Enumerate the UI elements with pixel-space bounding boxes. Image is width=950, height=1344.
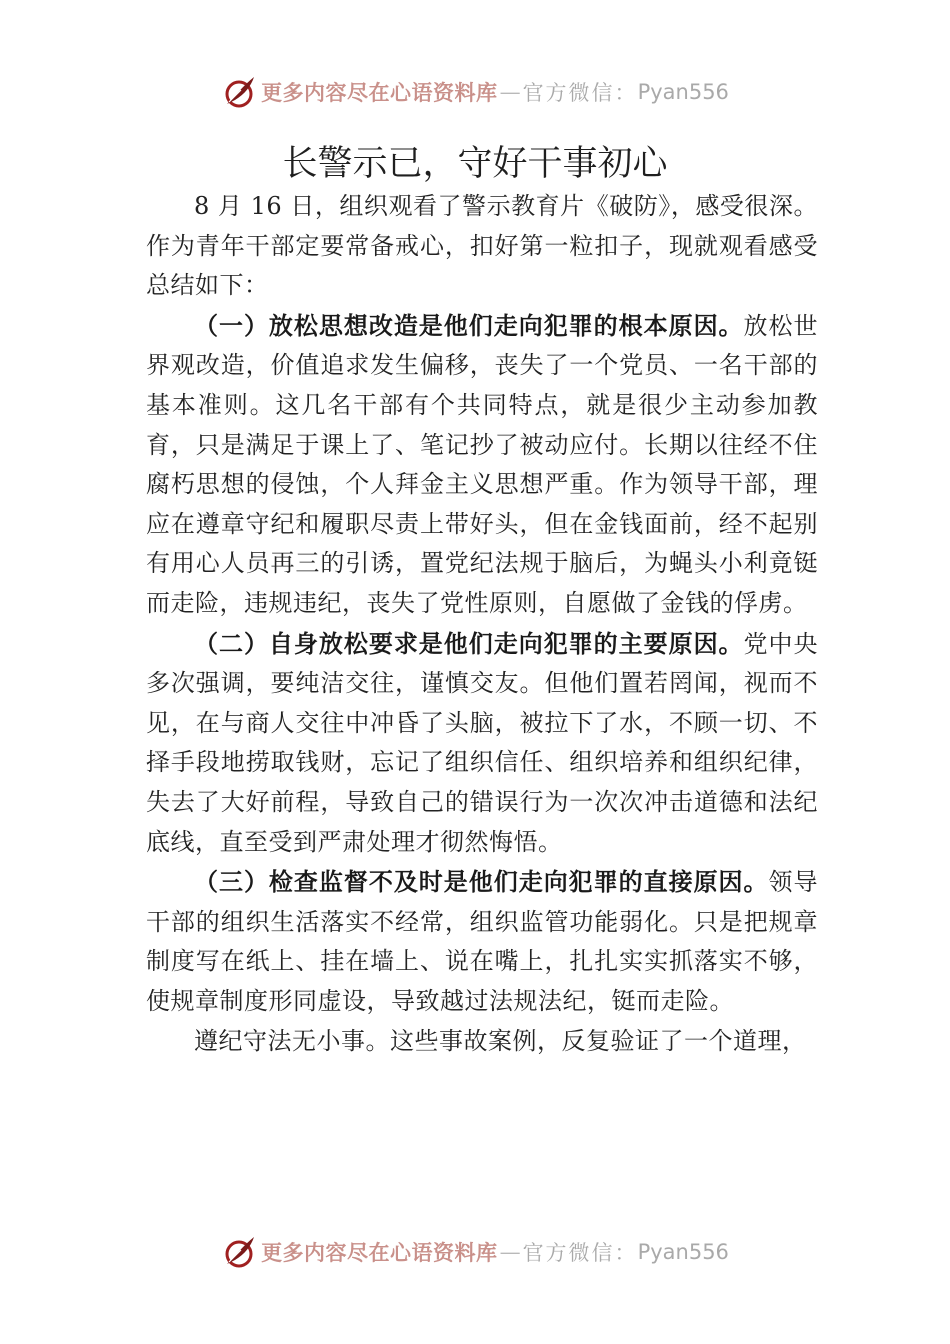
document-title: 长警示已，守好干事初心 bbox=[282, 144, 668, 184]
watermark-wechat-label: 官方微信： bbox=[522, 1241, 638, 1265]
body-paragraph bbox=[146, 862, 818, 1021]
body-paragraph bbox=[146, 186, 818, 306]
body-paragraph bbox=[146, 624, 818, 863]
body-paragraph bbox=[146, 306, 818, 624]
footer-watermark bbox=[0, 1232, 950, 1272]
body-paragraph bbox=[146, 1021, 818, 1062]
watermark-text: 更多内容尽在心语资料库 bbox=[261, 1240, 498, 1265]
watermark-wechat-account: Pyan556 bbox=[637, 1240, 729, 1264]
paragraph-text: 遵纪守法无小事。这些事故案例，反复验证了一个道理， bbox=[194, 1027, 807, 1056]
paragraph-lead: （二）自身放松要求是他们走向犯罪的主要原因。 bbox=[194, 628, 744, 658]
watermark-text: 更多内容尽在心语资料库 bbox=[261, 80, 498, 105]
paragraph-text: 放松世界观改造，价值追求发生偏移，丧失了一个党员、一名干部的基本准则。这几名干部有个共同特点，就是很少主动参加教育，只是满足于课上了、笔记抄了被动应付。长期以往经不住腐朽思想的侵蚀，个人拜金主义思想严重。作为领导干部，理应在遵章守纪和履职尽责上带好头，但在金钱面前，经不起别有用心人员再三的引诱，置党纪法规于脑后，为蝇头小利竟铤而走险，违规违纪，丧失了党性原则，自愿做了金钱的俘虏。 bbox=[146, 311, 819, 617]
watermark-wechat-label: 官方微信： bbox=[522, 81, 638, 105]
header-watermark bbox=[0, 72, 950, 112]
paragraph-lead: （一）放松思想改造是他们走向犯罪的根本原因。 bbox=[194, 310, 744, 340]
watermark-separator: — bbox=[499, 80, 521, 104]
paragraph-text: 党中央多次强调，要纯洁交往，谨慎交友。但他们置若罔闻，视而不见，在与商人交往中冲昏了头脑，被拉下了水，不顾一切、不择手段地捞取钱财，忘记了组织信任、组织培养和组织纪律，失去了大好前程，导致自己的错误行为一次次冲击道德和法纪底线，直至受到严肃处理才彻然悔悟。 bbox=[146, 629, 819, 856]
quill-pen-logo-icon bbox=[221, 74, 257, 110]
paragraph-text: 8 月 16 日，组织观看了警示教育片《破防》，感受很深。作为青年干部定要常备戒心，扣好第一粒扣子，现就观看感受总结如下： bbox=[146, 192, 818, 300]
watermark-separator: — bbox=[499, 1240, 521, 1264]
watermark-wechat-account: Pyan556 bbox=[637, 80, 729, 104]
paragraph-lead: （三）检查监督不及时是他们走向犯罪的直接原因。 bbox=[194, 867, 769, 897]
paragraph-text: 领导干部的组织生活落实不经常，组织监管功能弱化。只是把规章制度写在纸上、挂在墙上、说在嘴上，扎扎实实抓落实不够，使规章制度形同虚设，导致越过法规法纪，铤而走险。 bbox=[146, 868, 819, 1015]
document-body bbox=[146, 186, 818, 1062]
quill-pen-logo-icon bbox=[221, 1234, 257, 1270]
